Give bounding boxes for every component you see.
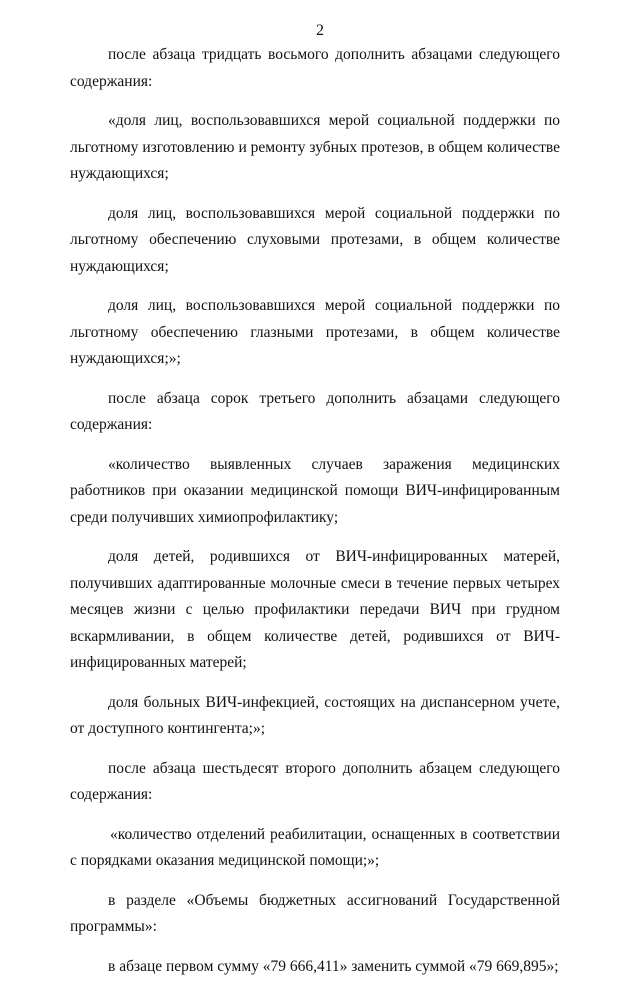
paragraph-2: «доля лиц, воспользовавшихся мерой социальной поддержки по льготному изготовлению и ремонту зубных протезов, в общем количестве нуждающихся; [70, 112, 560, 182]
page-number: 2 [316, 22, 324, 39]
paragraph-5: после абзаца сорок третьего дополнить абзацами следующего содержания: [70, 389, 560, 433]
paragraph-11: в разделе «Объемы бюджетных ассигнований Государственной программы»: [70, 891, 560, 935]
paragraph-3: доля лиц, воспользовавшихся мерой социальной поддержки по льготному обеспечению слуховыми протезами, в общем количестве нуждающихся; [70, 204, 560, 275]
paragraph-10: «количество отделений реабилитации, оснащенных в соответствии с порядками оказания медицинской помощи;»; [70, 825, 560, 869]
paragraph-9: после абзаца шестьдесят второго дополнить абзацем следующего содержания: [70, 759, 560, 803]
paragraph-12: в абзаце первом сумму «79 666,411» заменить суммой «79 669,895»; [108, 957, 559, 975]
document-body [70, 42, 560, 993]
paragraph-7: доля детей, родившихся от ВИЧ-инфицированных матерей, получивших адаптированные молочные смеси в течение первых четырех месяцев жизни с целью профилактики передачи ВИЧ при грудном вскармливании, в общем количестве детей, родившихся от ВИЧ-инфицированных матерей; [70, 548, 560, 671]
paragraph-6: «количество выявленных случаев заражения медицинских работников при оказании медицинской помощи ВИЧ-инфицированным среди получивших химиопрофилактику; [70, 455, 560, 526]
paragraph-4: доля лиц, воспользовавшихся мерой социальной поддержки по льготному обеспечению глазными протезами, в общем количестве нуждающихся;»; [70, 297, 560, 367]
paragraph-1: после абзаца тридцать восьмого дополнить абзацами следующего содержания: [70, 46, 560, 90]
paragraph-8: доля больных ВИЧ-инфекцией, состоящих на диспансерном учете, от доступного контингента;»; [70, 693, 560, 737]
